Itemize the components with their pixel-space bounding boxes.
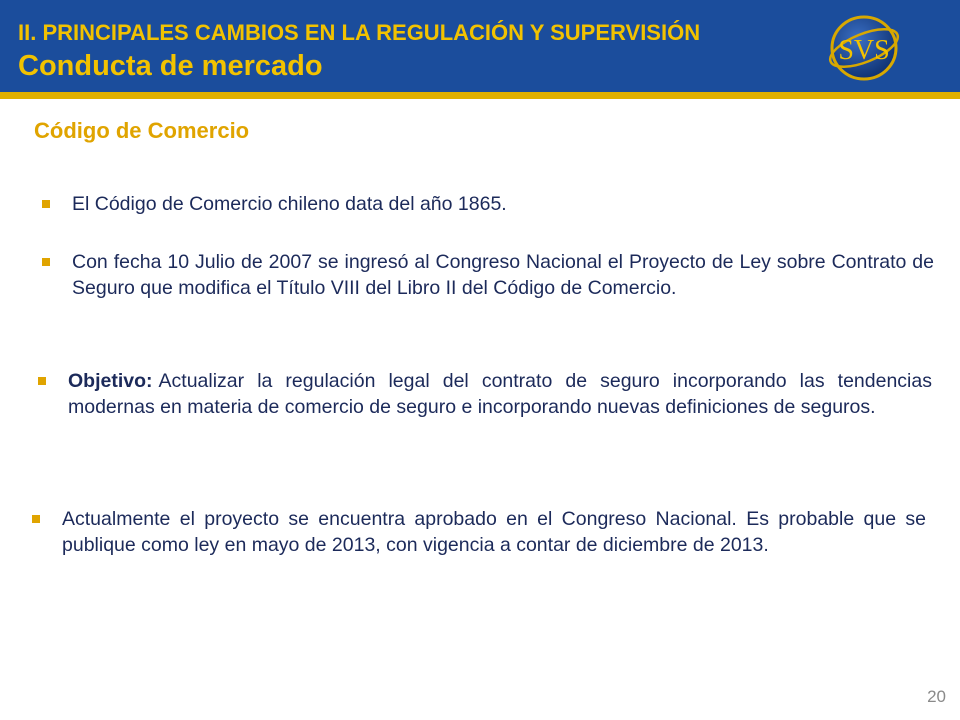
bullet-item bbox=[42, 249, 934, 301]
bullet-square-icon bbox=[42, 200, 50, 208]
bullet-square-icon bbox=[38, 377, 46, 385]
bullet-lead: Objetivo: bbox=[68, 370, 153, 392]
bullet-square-icon bbox=[42, 258, 50, 266]
bullet-text: Con fecha 10 Julio de 2007 se ingresó al Congreso Nacional el Proyecto de Ley sobre Contrato de Seguro que modifica el Título VIII del Libro II del Código de Comercio. bbox=[72, 251, 934, 299]
section-heading: Código de Comercio bbox=[34, 118, 250, 143]
bullet-text-block bbox=[72, 249, 934, 301]
slide-header bbox=[0, 0, 960, 92]
slide-title: Conducta de mercado bbox=[18, 50, 323, 82]
bullet-text-block bbox=[68, 368, 932, 420]
bullet-text: El Código de Comercio chileno data del año 1865. bbox=[72, 193, 507, 215]
svs-logo bbox=[826, 14, 902, 82]
bullet-text: Actualmente el proyecto se encuentra aprobado en el Congreso Nacional. Es probable que se publique como ley en mayo de 2013, con vigencia a contar de diciembre de 2013. bbox=[62, 508, 926, 556]
bullet-text: Actualizar la regulación legal del contrato de seguro incorporando las tendencias modernas en materia de comercio de seguro e incorporando nuevas definiciones de seguros. bbox=[68, 370, 932, 418]
bullet-square-icon bbox=[32, 515, 40, 523]
slide-supertitle: II. PRINCIPALES CAMBIOS EN LA REGULACIÓN Y SUPERVISIÓN bbox=[18, 20, 701, 45]
page-number: 20 bbox=[927, 687, 946, 706]
bullet-text-block bbox=[62, 506, 926, 558]
bullet-item bbox=[32, 506, 926, 558]
header-divider bbox=[0, 92, 960, 99]
bullet-item bbox=[38, 368, 932, 420]
bullet-item bbox=[42, 191, 934, 217]
logo-text: SVS bbox=[838, 35, 890, 66]
bullet-text-block bbox=[72, 191, 507, 217]
